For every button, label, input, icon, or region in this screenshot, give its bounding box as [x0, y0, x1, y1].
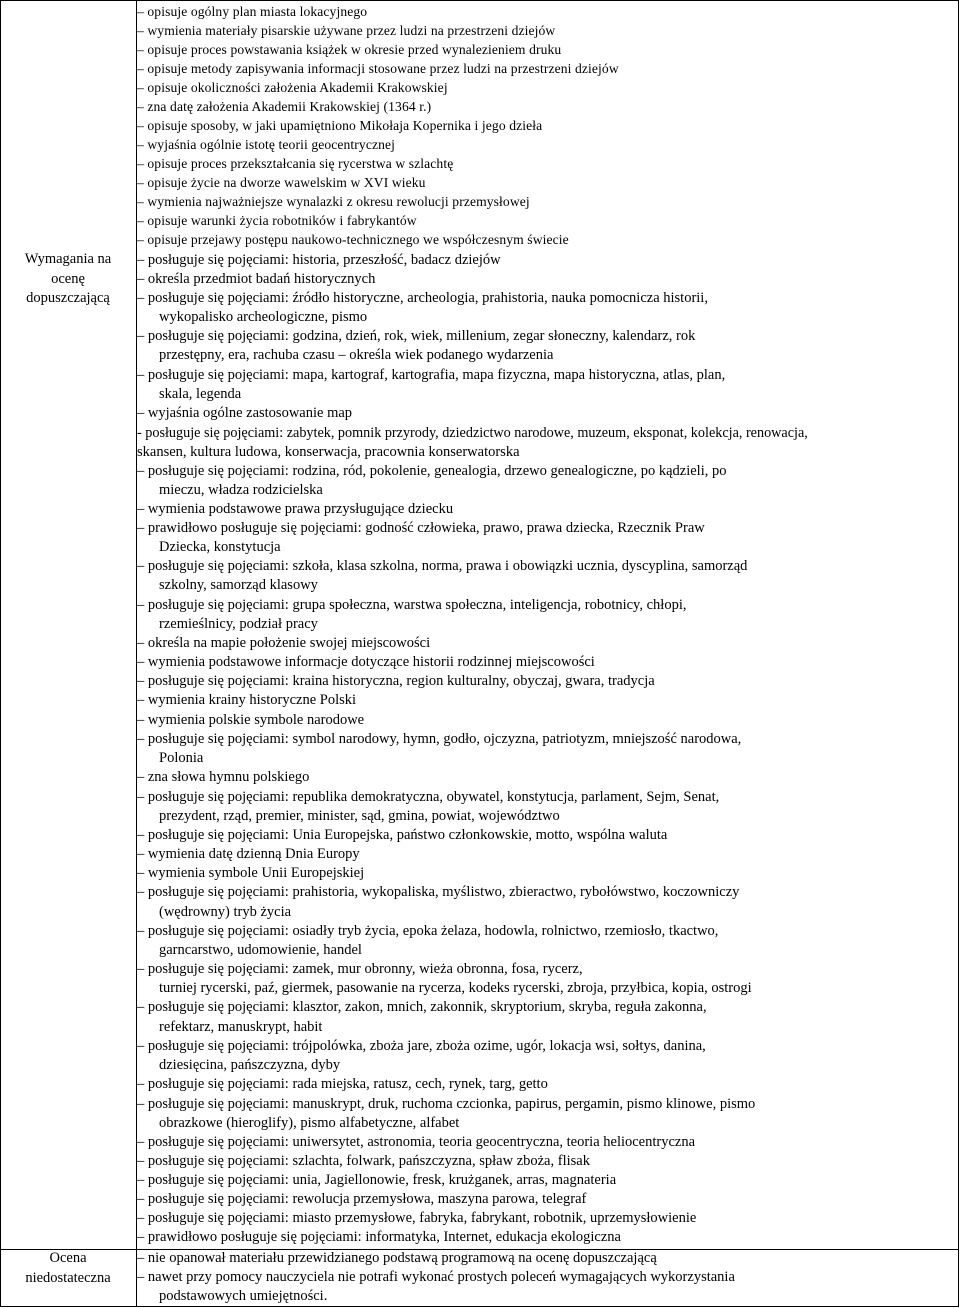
- grade-label-line: ocenę: [51, 270, 85, 287]
- requirement-line: – opisuje okoliczności założenia Akademii Krakowskiej: [137, 80, 448, 95]
- requirement-line: – posługuje się pojęciami: kraina historyczna, region kulturalny, obyczaj, gwara, tradycja: [137, 673, 655, 689]
- requirement-line: wykopalisko archeologiczne, pismo: [159, 309, 368, 325]
- requirement-line: – posługuje się pojęciami: Unia Europejska, państwo członkowskie, motto, wspólna waluta: [137, 827, 668, 843]
- grade-label-dopuszczajaca: [6, 250, 130, 309]
- requirement-line: – posługuje się pojęciami: miasto przemysłowe, fabryka, fabrykant, robotnik, uprzemysłowienie: [137, 1210, 697, 1226]
- requirement-line: mieczu, władza rodzicielska: [159, 482, 323, 498]
- requirement-line: dziesięcina, pańszczyzna, dyby: [159, 1057, 341, 1073]
- grade-label-line: Wymagania na: [24, 251, 112, 267]
- requirement-line: – wymienia najważniejsze wynalazki z okresu rewolucji przemysłowej: [137, 194, 530, 209]
- requirement-line: – posługuje się pojęciami: klasztor, zakon, mnich, zakonnik, skryptorium, skryba, reguła zakonna,: [137, 999, 707, 1015]
- requirement-line: – opisuje proces powstawania książek w okresie przed wynalezieniem druku: [137, 42, 562, 57]
- requirement-line: – wymienia symbole Unii Europejskiej: [137, 865, 365, 881]
- requirement-line: – opisuje warunki życia robotników i fabrykantów: [137, 213, 417, 228]
- requirement-line: – określa na mapie położenie swojej miejscowości: [137, 635, 431, 651]
- requirement-line: – wymienia polskie symbole narodowe: [137, 712, 365, 728]
- requirement-line: – posługuje się pojęciami: szkoła, klasa szkolna, norma, prawa i obowiązki ucznia, dyscyplina, samorząd: [137, 558, 748, 574]
- requirement-line: przestępny, era, rachuba czasu – określa wiek podanego wydarzenia: [159, 347, 554, 363]
- requirement-line: skala, legenda: [159, 386, 242, 402]
- requirement-line: rzemieślnicy, podział pracy: [159, 616, 318, 632]
- requirement-line: – posługuje się pojęciami: trójpolówka, zboża jare, zboża ozime, ugór, lokacja wsi, sołtys, danina,: [137, 1038, 706, 1054]
- requirement-line: – opisuje sposoby, w jaki upamiętniono Mikołaja Kopernika i jego dzieła: [137, 118, 543, 133]
- requirement-line: – posługuje się pojęciami: republika demokratyczna, obywatel, konstytucja, parlament, Sejm, Senat,: [137, 789, 720, 805]
- grade-label-niedostateczna: [6, 1249, 130, 1288]
- requirement-line: prezydent, rząd, premier, minister, sąd, gmina, powiat, województwo: [159, 808, 560, 824]
- grade-label-line: niedostateczna: [25, 1269, 111, 1286]
- requirement-line: – zna słowa hymnu polskiego: [137, 769, 310, 785]
- requirement-line: szkolny, samorząd klasowy: [159, 577, 318, 593]
- requirement-line: – posługuje się pojęciami: źródło historyczne, archeologia, prahistoria, nauka pomocnicza historii,: [137, 290, 708, 306]
- requirement-line: refektarz, manuskrypt, habit: [159, 1019, 323, 1035]
- requirement-line: – prawidłowo posługuje się pojęciami: informatyka, Internet, edukacja ekologiczna: [137, 1229, 621, 1245]
- requirement-line: – nawet przy pomocy nauczyciela nie potrafi wykonać prostych poleceń wymagających wykorzystania: [137, 1269, 735, 1285]
- requirement-line: - posługuje się pojęciami: zabytek, pomnik przyrody, dziedzictwo narodowe, muzeum, eksponat, kolekcja, renowacja,: [137, 425, 808, 441]
- table-top-border: [0, 0, 958, 1]
- requirement-line: – posługuje się pojęciami: zamek, mur obronny, wieża obronna, fosa, rycerz,: [137, 961, 583, 977]
- requirement-line: – posługuje się pojęciami: symbol narodowy, hymn, godło, ojczyzna, patriotyzm, mniejszość narodowa,: [137, 731, 742, 747]
- requirement-line: – opisuje proces przekształcania się rycerstwa w szlachtę: [137, 156, 454, 171]
- requirement-line: Dziecka, konstytucja: [159, 539, 281, 555]
- requirement-line: – wyjaśnia ogólne zastosowanie map: [137, 405, 353, 421]
- requirement-line: – wymienia datę dzienną Dnia Europy: [137, 846, 360, 862]
- requirement-line: – posługuje się pojęciami: uniwersytet, astronomia, teoria geocentryczna, teoria heliocentryczna: [137, 1134, 696, 1150]
- requirement-line: Polonia: [159, 750, 204, 766]
- requirement-line: – posługuje się pojęciami: rada miejska, ratusz, cech, rynek, targ, getto: [137, 1076, 548, 1092]
- requirement-line: – zna datę założenia Akademii Krakowskiej (1364 r.): [137, 99, 432, 114]
- requirement-line: – prawidłowo posługuje się pojęciami: godność człowieka, prawo, prawa dziecka, Rzecznik Praw: [137, 520, 705, 536]
- requirement-line: – wymienia materiały pisarskie używane przez ludzi na przestrzeni dziejów: [137, 23, 556, 38]
- grade-label-line: Ocena: [49, 1250, 87, 1266]
- requirement-line: – określa przedmiot badań historycznych: [137, 271, 376, 287]
- requirement-line: obrazkowe (hieroglify), pismo alfabetyczne, alfabet: [159, 1115, 460, 1131]
- requirement-line: (wędrowny) tryb życia: [159, 904, 292, 920]
- requirement-line: – posługuje się pojęciami: historia, przeszłość, badacz dziejów: [137, 252, 501, 268]
- requirement-line: – posługuje się pojęciami: osiadły tryb życia, epoka żelaza, hodowla, rolnictwo, rzemiosło, tkactwo,: [137, 923, 719, 939]
- table-left-border: [0, 0, 1, 1306]
- requirement-line: – wyjaśnia ogólnie istotę teorii geocentrycznej: [137, 137, 395, 152]
- requirement-line: – opisuje życie na dworze wawelskim w XVI wieku: [137, 175, 426, 190]
- requirement-line: – posługuje się pojęciami: unia, Jagiellonowie, fresk, krużganek, arras, magnateria: [137, 1172, 617, 1188]
- requirement-line: – posługuje się pojęciami: mapa, kartograf, kartografia, mapa fizyczna, mapa historyczna, atlas, plan,: [137, 367, 726, 383]
- requirement-line: – posługuje się pojęciami: rodzina, ród, pokolenie, genealogia, drzewo genealogiczne, po kądzieli, po: [137, 463, 727, 479]
- requirement-line: garncarstwo, udomowienie, handel: [159, 942, 362, 958]
- requirement-line: – nie opanował materiału przewidzianego podstawą programową na ocenę dopuszczającą: [137, 1250, 657, 1266]
- requirement-line: – posługuje się pojęciami: godzina, dzień, rok, wiek, millenium, zegar słoneczny, kalendarz, rok: [137, 328, 696, 344]
- requirement-line: – posługuje się pojęciami: grupa społeczna, warstwa społeczna, inteligencja, robotnicy, chłopi,: [137, 597, 687, 613]
- requirement-line: – opisuje metody zapisywania informacji stosowane przez ludzi na przestrzeni dziejów: [137, 61, 619, 76]
- requirement-line: skansen, kultura ludowa, konserwacja, pracownia konserwatorska: [137, 444, 520, 460]
- requirement-line: – posługuje się pojęciami: szlachta, folwark, pańszczyzna, spław zboża, flisak: [137, 1153, 590, 1169]
- requirement-line: – wymienia krainy historyczne Polski: [137, 692, 357, 708]
- requirement-line: – posługuje się pojęciami: manuskrypt, druk, ruchoma czcionka, papirus, pergamin, pismo klinowe, pismo: [137, 1096, 756, 1112]
- requirement-line: – posługuje się pojęciami: prahistoria, wykopaliska, myślistwo, zbieractwo, rybołówstwo, koczowniczy: [137, 884, 740, 900]
- requirement-line: – opisuje przejawy postępu naukowo-technicznego we współczesnym świecie: [137, 232, 569, 247]
- requirement-line: turniej rycerski, paź, giermek, pasowanie na rycerza, kodeks rycerski, zbroja, przyłbica, kopia, ostrogi: [159, 980, 752, 996]
- requirement-line: – wymienia podstawowe prawa przysługujące dziecku: [137, 501, 454, 517]
- requirement-line: – opisuje ogólny plan miasta lokacyjnego: [137, 4, 368, 19]
- requirement-line: – wymienia podstawowe informacje dotyczące historii rodzinnej miejscowości: [137, 654, 595, 670]
- requirement-line: – posługuje się pojęciami: rewolucja przemysłowa, maszyna parowa, telegraf: [137, 1191, 587, 1207]
- grade-label-line: dopuszczającą: [26, 290, 110, 306]
- requirement-line: podstawowych umiejętności.: [159, 1288, 328, 1304]
